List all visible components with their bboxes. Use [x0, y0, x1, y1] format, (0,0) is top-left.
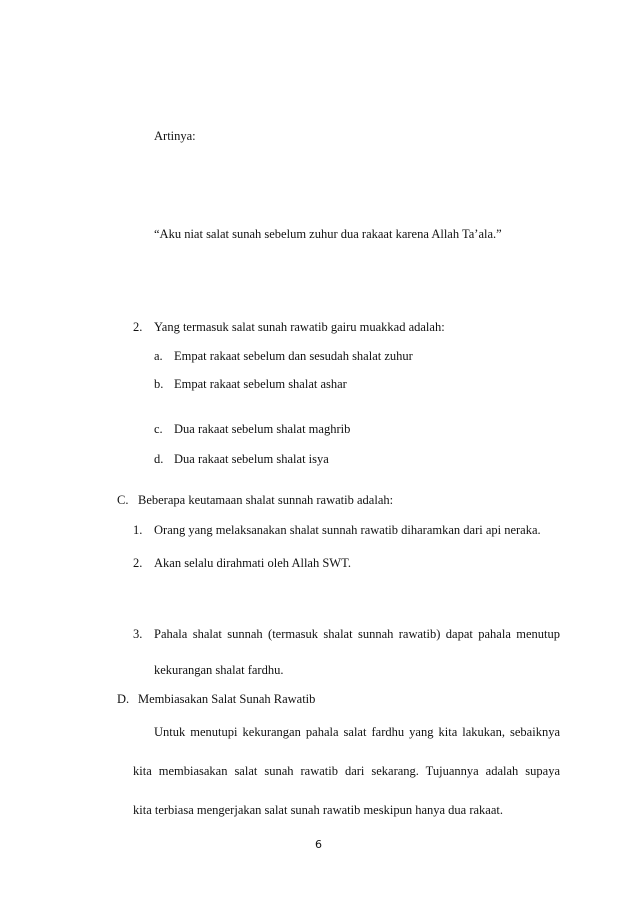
section-d-letter: D.	[117, 692, 130, 706]
option-letter: a.	[154, 349, 163, 363]
item-text: Yang termasuk salat sunah rawatib gairu muakkad adalah:	[154, 320, 445, 334]
item-number: 2.	[133, 320, 143, 334]
section-c-letter: C.	[117, 493, 129, 507]
list-item-number: 1.	[133, 523, 143, 537]
paragraph-line: Untuk menutupi kekurangan pahala salat fardhu yang kita lakukan, sebaiknya	[154, 725, 560, 739]
list-item-text: Orang yang melaksanakan shalat sunnah rawatib diharamkan dari api neraka.	[154, 523, 541, 537]
option-text: Dua rakaat sebelum shalat isya	[174, 452, 329, 466]
artinya-label: Artinya:	[154, 129, 196, 143]
list-item-number: 2.	[133, 556, 143, 570]
list-item-text: Pahala shalat sunnah (termasuk shalat sunnah rawatib) dapat pahala menutup	[154, 627, 560, 641]
option-letter: b.	[154, 377, 164, 391]
list-item-text-continued: kekurangan shalat fardhu.	[154, 663, 284, 677]
paragraph-line: kita membiasakan salat sunah rawatib dari sekarang. Tujuannya adalah supaya	[133, 764, 560, 778]
list-item-number: 3.	[133, 627, 143, 641]
option-text: Empat rakaat sebelum dan sesudah shalat zuhur	[174, 349, 413, 363]
section-c-heading: Beberapa keutamaan shalat sunnah rawatib adalah:	[138, 493, 394, 507]
option-text: Empat rakaat sebelum shalat ashar	[174, 377, 347, 391]
option-letter: c.	[154, 422, 163, 436]
option-text: Dua rakaat sebelum shalat maghrib	[174, 422, 351, 436]
translation-text: “Aku niat salat sunah sebelum zuhur dua rakaat karena Allah Ta’ala.”	[154, 227, 502, 241]
list-item-text: Akan selalu dirahmati oleh Allah SWT.	[154, 556, 351, 570]
section-d-heading: Membiasakan Salat Sunah Rawatib	[138, 692, 316, 706]
paragraph-line: kita terbiasa mengerjakan salat sunah rawatib meskipun hanya dua rakaat.	[133, 803, 503, 817]
page-number: 6	[315, 838, 322, 851]
option-letter: d.	[154, 452, 164, 466]
